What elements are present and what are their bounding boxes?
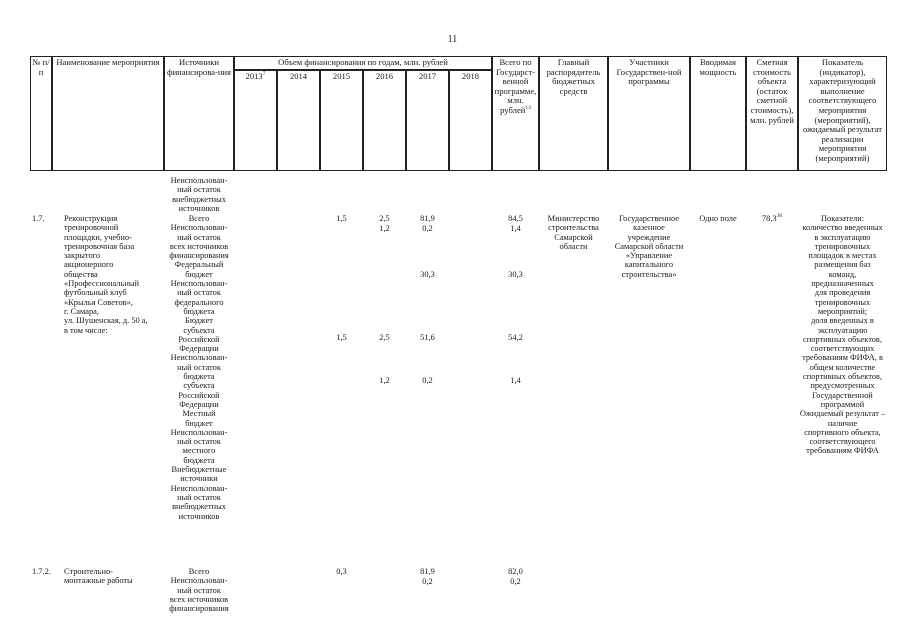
item-1-7-name: Реконструкция тренировочной площадки, учебно- тренировочная база закрытого акционерного общества «Профессиональный футбольный клуб «Крылья Советов», г. Самара, ул. Шушенская, д. 50 а, в том числе: — [64, 214, 148, 335]
item-1-7-2-sources: Всего Неиспользован- ный остаток всех источников финансирования — [169, 567, 229, 614]
value-cell: 2,5 — [379, 333, 390, 342]
header-year-2017: 2017 — [406, 70, 449, 171]
header-manager: Главный распорядитель бюджетных средств — [539, 56, 608, 171]
value-cell: 51,6 — [420, 333, 435, 342]
item-1-7-manager: Министерство строительства Самарской области — [547, 214, 600, 251]
value-cell: 0,2 — [510, 577, 521, 586]
value-cell: 54,2 — [508, 333, 523, 342]
header-name: Наименование мероприятия — [52, 56, 164, 171]
value-cell: 1,5 — [336, 333, 347, 342]
carryover-source: Неиспользован- ный остаток внебюджетных источников — [170, 176, 228, 213]
value-cell: 1,5 — [336, 214, 347, 223]
item-1-7-2-num: 1.7.2. — [32, 567, 51, 576]
value-cell: 1,2 — [379, 224, 390, 233]
item-1-7-capacity: Одно поле — [699, 214, 737, 223]
item-1-7-sources: Всего Неиспользован- ный остаток всех источников финансирования Федеральный бюджет Неиспользован- ный остаток федерального бюджета Бюджет субъекта Российской Федерации Неиспользован- ный остаток бюджета субъекта Российской Федерации Местный бюджет Неиспользован- ный остаток местного бюджета Внебюджетные источники Неиспользован- ный остаток внебюджетных источников — [169, 214, 229, 521]
value-cell: 0,2 — [422, 376, 433, 385]
value-cell: 30,3 — [420, 270, 435, 279]
value-cell: 1,2 — [379, 376, 390, 385]
header-indicator: Показатель (индикатор), характеризующий выполнение соответствующего мероприятия (мероприятий), ожидаемый результат реализации мероприятия (мероприятий) — [798, 56, 887, 171]
value-cell: 84,5 — [508, 214, 523, 223]
header-num: № п/п — [30, 56, 52, 171]
header-year-2018: 2018 — [449, 70, 492, 171]
value-cell: 0,3 — [336, 567, 347, 576]
header-year-2014: 2014 — [277, 70, 320, 171]
header-source: Источники финансирова-ния — [164, 56, 234, 171]
item-1-7-num: 1.7. — [32, 214, 45, 223]
header-year-2015: 2015 — [320, 70, 363, 171]
value-cell: 1,4 — [510, 224, 521, 233]
header-cost: Сметная стоимость объекта (остаток сметной стоимость), млн. рублей — [746, 56, 798, 171]
value-cell: 0,2 — [422, 224, 433, 233]
header-year-2016: 2016 — [363, 70, 406, 171]
header-capacity: Вводимая мощность — [690, 56, 746, 171]
header-participants: Участники Государствен-ной программы — [608, 56, 690, 171]
header-year-2013: 2013$^7$ — [234, 70, 277, 171]
header-total: Всего по Государст-венной программе, млн. рублей$^{13}$ — [492, 56, 539, 171]
value-cell: 1,4 — [510, 376, 521, 385]
value-cell: 2,5 — [379, 214, 390, 223]
value-cell: 81,9 — [420, 567, 435, 576]
value-cell: 0,2 — [422, 577, 433, 586]
value-cell: 30,3 — [508, 270, 523, 279]
header-volume: Объем финансирования по годам, млн. рублей — [234, 56, 492, 70]
page-number: 11 — [447, 34, 458, 45]
value-cell: 81,9 — [420, 214, 435, 223]
item-1-7-participants: Государственное казенное учреждение Самарской области «Управление капитального строительства» — [614, 214, 684, 279]
item-1-7-cost: 78,3$^{36}$ — [761, 213, 783, 223]
item-1-7-indicator: Показатели: количество введенных в эксплуатацию тренировочных площадок в местах размещения баз команд, предназначенных для проведения тренировочных мероприятий; доля введенных в эксплуатацию спортивных объектов, соответствующих требованиям ФИФА, в общем количестве спортивных объектов, предусмотренных Государственной программой Ожидаемый результат – наличие спортивного объекта, соответствующего требованиям ФИФА — [799, 214, 886, 456]
value-cell: 82,0 — [508, 567, 523, 576]
item-1-7-2-name: Строительно- монтажные работы — [64, 567, 133, 586]
